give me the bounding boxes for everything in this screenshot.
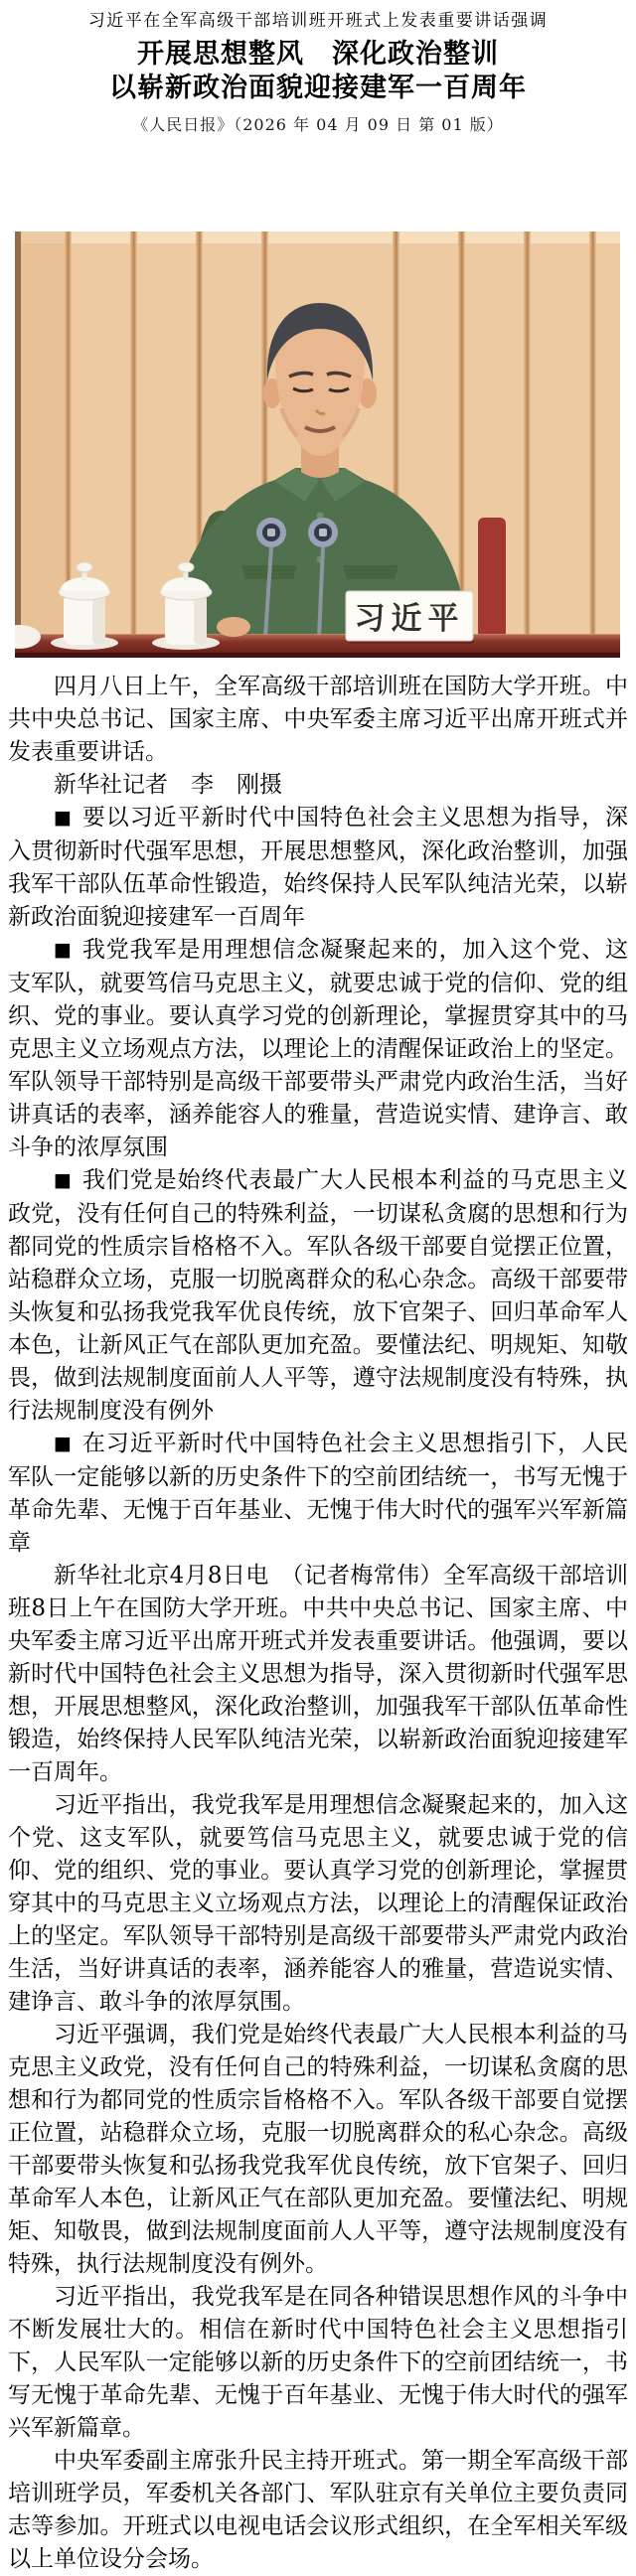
hand <box>217 617 250 637</box>
photo-caption-paragraph: 四月八日上午，全军高级干部培训班在国防大学开班。中共中央总书记、国家主席、中央军委主席习近平出席开班式并发表重要讲话。 <box>8 674 628 765</box>
square-bullet-icon: ■ <box>54 807 73 829</box>
square-bullet-icon: ■ <box>54 939 73 961</box>
headline-line-1: 开展思想整风 深化政治整训 <box>137 39 499 70</box>
summary-bullet-paragraph: ■ 我们党是始终代表最广大人民根本利益的马克思主义政党，没有任何自己的特殊利益，一切谋私贪腐的思想和行为都同党的性质宗旨格格不入。军队各级干部要自觉摆正位置，站稳群众立场，克服一切脱离群众的私心杂念。高级干部要带头恢复和弘扬我党我军优良传统，放下官架子、回归革命军人本色，让新风正气在部队更加充盈。要懂法纪、明规矩、知敬畏，做到法规制度面前人人平等，遵守法规制度没有特殊，执行法规制度没有例外 <box>8 1167 629 1424</box>
chair-back <box>478 518 506 639</box>
article-photo <box>15 231 620 658</box>
body-paragraph: 中央军委副主席张升民主持开班式。第一期全军高级干部培训班学员，军委机关各部门、军队驻京有关单位主要负责同志等参加。开班式以电视电话会议形式组织，在全军相关军级以上单位设分会场。 <box>8 2448 628 2572</box>
square-bullet-icon: ■ <box>54 1169 73 1191</box>
photo-illustration <box>15 231 620 658</box>
body-paragraph: 习近平指出，我党我军是用理想信念凝聚起来的，加入这个党、这支军队，就要笃信马克思主义，就要忠诚于党的信仰、党的组织、党的事业。要认真学习党的创新理论，掌握贯穿其中的马克思主义立场观点方法，以理论上的清醒保证政治上的坚定。军队领导干部特别是高级干部要带头严肃党内政治生活，当好讲真话的表率，涵养能容人的雅量，营造说实情、建诤言、敢斗争的浓厚氛围。 <box>8 1792 628 2015</box>
article-body <box>8 671 628 2576</box>
article-headline <box>0 38 636 105</box>
body-paragraph: 习近平强调，我们党是始终代表最广大人民根本利益的马克思主义政党，没有任何自己的特殊利益，一切谋私贪腐的思想和行为都同党的性质宗旨格格不入。军队各级干部要自觉摆正位置，站稳群众立场，克服一切脱离群众的私心杂念。高级干部要带头恢复和弘扬我党我军优良传统，放下官架子、回归革命军人本色，让新风正气在部队更加充盈。要懂法纪、明规矩、知敬畏，做到法规制度面前人人平等，遵守法规制度没有特殊，执行法规制度没有例外。 <box>8 2022 628 2277</box>
nameplate-text: 习近平 <box>354 601 465 637</box>
name-plate <box>346 591 474 644</box>
square-bullet-icon: ■ <box>54 1433 73 1454</box>
summary-bullet-paragraph: ■ 在习近平新时代中国特色社会主义思想指引下，人民军队一定能够以新的历史条件下的空前团结统一，书写无愧于革命先辈、无愧于百年基业、无愧于伟大时代的强军兴军新篇章 <box>8 1431 629 1556</box>
article-eyebrow: 习近平在全军高级干部培训班开班式上发表重要讲话强调 <box>87 11 549 31</box>
headline-line-2: 以崭新政治面貌迎接建军一百周年 <box>109 73 527 103</box>
article-page <box>0 9 636 2576</box>
publication-source-line: 《人民日报》（2026 年 04 月 09 日 第 01 版） <box>132 115 504 134</box>
summary-bullet-paragraph: ■ 要以习近平新时代中国特色社会主义思想为指导，深入贯彻新时代强军思想，开展思想整风，深化政治整训，加强我军干部队伍革命性锻造，始终保持人民军队纯洁光荣，以崭新政治面貌迎接建军一百周年 <box>8 805 629 930</box>
photo-credit-paragraph: 新华社记者 李 刚摄 <box>54 772 282 798</box>
body-paragraph: 新华社北京4月8日电 （记者梅常伟）全军高级干部培训班8日上午在国防大学开班。中共中央总书记、国家主席、中央军委主席习近平出席开班式并发表重要讲话。他强调，要以新时代中国特色社会主义思想为指导，深入贯彻新时代强军思想，开展思想整风，深化政治整训，加强我军干部队伍革命性锻造，始终保持人民军队纯洁光荣，以崭新政治面貌迎接建军一百周年。 <box>8 1563 628 1785</box>
summary-bullet-paragraph: ■ 我党我军是用理想信念凝聚起来的，加入这个党、这支军队，就要笃信马克思主义，就要忠诚于党的信仰、党的组织、党的事业。要认真学习党的创新理论，掌握贯穿其中的马克思主义立场观点方法，以理论上的清醒保证政治上的坚定。军队领导干部特别是高级干部要带头严肃党内政治生活，当好讲真话的表率，涵养能容人的雅量，营造说实情、建诤言、敢斗争的浓厚氛围 <box>8 937 629 1160</box>
body-paragraph: 习近平指出，我党我军是在同各种错误思想作风的斗争中不断发展壮大的。相信在新时代中国特色社会主义思想指引下，人民军队一定能够以新的历史条件下的空前团结统一，书写无愧于革命先辈、无愧于百年基业、无愧于伟大时代的强军兴军新篇章。 <box>8 2284 628 2441</box>
